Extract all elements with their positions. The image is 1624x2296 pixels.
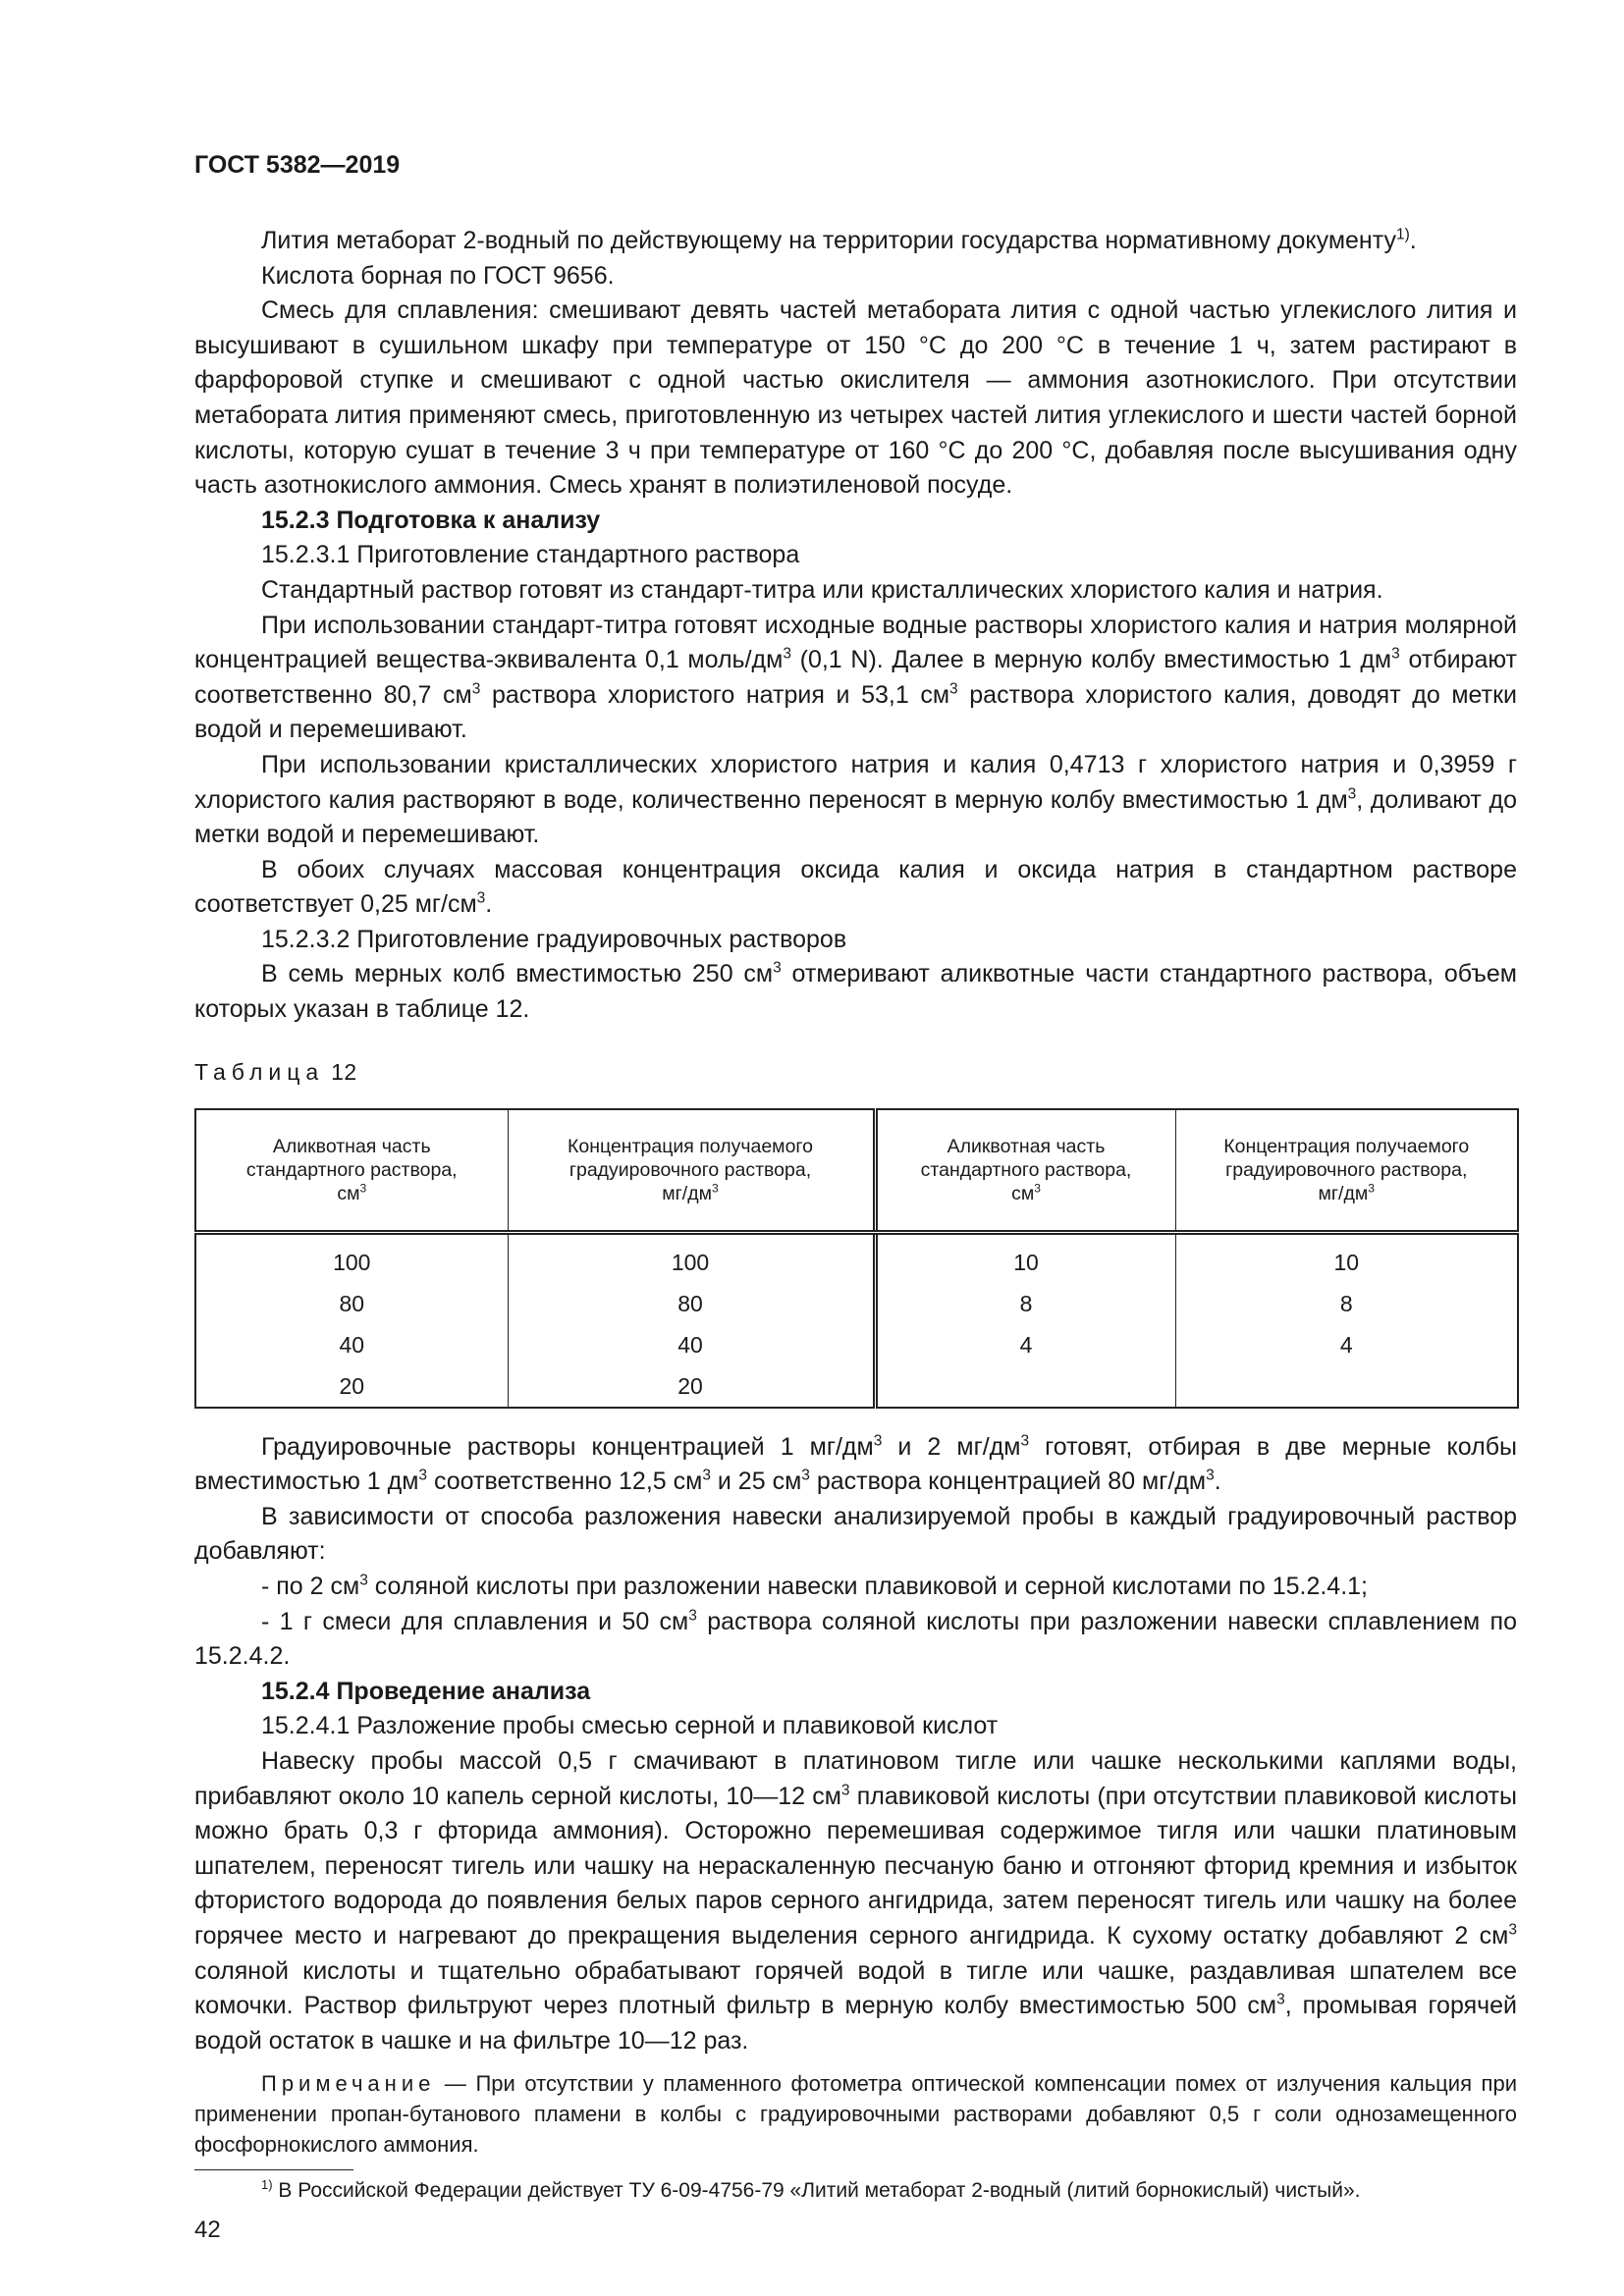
column-header-line: мг/дм (1318, 1182, 1369, 1204)
superscript: 3 (359, 1181, 367, 1196)
superscript: 3 (949, 680, 958, 698)
paragraph (194, 1430, 1517, 1500)
column-header-line: стандартного раствора, (245, 1158, 458, 1181)
paragraph-text: плавиковой кислоты (при отсутствии плавиковой кислоты можно брать 0,3 г фторида аммония). Осторожно перемешивая содержимое тигля или чашки платиновым шпателем, переносят тигель или чашку на нераскаленную песчаную баню и отгоняют фторид кремния и избыток фтористого водорода до появления белых паров серного ангидрида, затем переносят тигель или чашку на более горячее место и нагревают до прекращения выделения серного ангидрида. К сухому остатку добавляют 2 см (194, 1782, 1517, 1949)
paragraph-text: (0,1 N). Далее в мерную колбу вместимостью 1 дм (790, 646, 1392, 674)
paragraph (194, 957, 1517, 1027)
paragraph-text: . (1409, 227, 1417, 254)
table-cell: 80 (195, 1283, 508, 1324)
paragraph-text: и 25 см (710, 1468, 802, 1496)
column-header-line: Концентрация получаемого (1223, 1135, 1470, 1157)
document-header: ГОСТ 5382—2019 (194, 151, 401, 179)
paragraph-text: В обоих случаях массовая концентрация оксида калия и оксида натрия в стандартном растворе соответствует 0,25 мг/см (194, 855, 1517, 919)
column-header-line: см (337, 1182, 360, 1204)
superscript: 3 (1347, 785, 1357, 803)
superscript: 3 (688, 1607, 697, 1625)
paragraph-text: Смесь для сплавления: смешивают девять частей метабората лития с одной частью углекислого лития и высушивают в сушильном шкафу при температуре от 150 °С до 200 °С в течение 1 ч, затем растирают в фарфоровой ступке и смешивают с одной частью окислителя — аммония азотнокислого. При отсутствии метабората лития применяют смесь, приготовленную из четырех частей лития углекислого и шести частей борной кислоты, которую сушат в течение 3 ч при температуре от 160 °С до 200 °С, добавляя после высушивания одну часть азотнокислого аммония. Смесь хранят в полиэтиленовой посуде. (194, 296, 1517, 500)
superscript: 3 (773, 960, 782, 978)
superscript: 1) (1395, 226, 1410, 243)
body-section-1 (194, 224, 1517, 1028)
superscript: 3 (702, 1467, 711, 1484)
paragraph (194, 259, 1517, 294)
column-header (195, 1109, 508, 1233)
table-row (195, 1232, 1518, 1283)
section-heading (194, 1675, 1517, 1710)
table-cell: 20 (195, 1365, 508, 1408)
superscript: 3 (1020, 1432, 1030, 1450)
column-header-line: мг/дм (662, 1182, 712, 1204)
superscript: 3 (1206, 1467, 1215, 1484)
table-cell: 10 (875, 1232, 1175, 1283)
paragraph-text: 15.2.4 Проведение анализа (261, 1677, 591, 1705)
paragraph (194, 748, 1517, 853)
paragraph (194, 573, 1517, 609)
table-cell: 80 (508, 1283, 875, 1324)
paragraph-text: В зависимости от способа разложения навески анализируемой пробы в каждый градуировочный раствор добавляют: (194, 1502, 1517, 1566)
paragraph (194, 609, 1517, 748)
table-cell: 4 (875, 1324, 1175, 1365)
paragraph (194, 538, 1517, 573)
table-cell: 10 (1175, 1232, 1518, 1283)
column-header (508, 1109, 875, 1233)
superscript: 3 (801, 1467, 810, 1484)
paragraph-text: и 2 мг/дм (882, 1432, 1021, 1461)
paragraph (194, 294, 1517, 504)
note-label: Примечание (261, 2071, 436, 2097)
superscript: 3 (1034, 1181, 1041, 1196)
table-cell: 20 (508, 1365, 875, 1408)
column-header-line: Аликвотная часть (272, 1135, 431, 1157)
superscript: 3 (1508, 1921, 1517, 1939)
table-row (195, 1324, 1518, 1365)
table-cell: 8 (1175, 1283, 1518, 1324)
paragraph-text: , доливают до метки водой и перемешивают. (194, 785, 1517, 849)
column-header-line: стандартного раствора, (920, 1158, 1132, 1181)
paragraph-text: раствора концентрацией 80 мг/дм (809, 1468, 1207, 1496)
column-header-line: градуировочного раствора, (1225, 1158, 1468, 1181)
paragraph (194, 1709, 1517, 1744)
paragraph-text: Лития метаборат 2-водный по действующему на территории государства нормативному документу (261, 227, 1396, 254)
table-cell (1175, 1365, 1518, 1408)
superscript: 3 (1391, 645, 1400, 663)
footnote-text: В Российской Федерации действует ТУ 6-09-4756-79 «Литий метаборат 2-водный (литий борнокислый) чистый». (272, 2179, 1361, 2203)
paragraph-text: соляной кислоты при разложении навески плавиковой и серной кислотами по 15.2.4.1; (367, 1573, 1369, 1601)
paragraph-text: готовят, отбирая в две мерные колбы вместимостью 1 дм (194, 1432, 1517, 1496)
paragraph-text: При использовании стандарт-титра готовят исходные водные растворы хлористого калия и натрия молярной концентрацией вещества-эквивалента 0,1 моль/дм (194, 611, 1517, 674)
paragraph-text: соответственно 12,5 см (427, 1468, 703, 1496)
paragraph (194, 853, 1517, 923)
paragraph-text: 15.2.3.2 Приготовление градуировочных растворов (261, 925, 847, 953)
table-header-row (195, 1109, 1518, 1233)
table-cell (875, 1365, 1175, 1408)
paragraph-text: - по 2 см (261, 1573, 360, 1601)
superscript: 3 (840, 1782, 850, 1799)
footnote-divider (194, 2169, 353, 2170)
table-cell: 100 (508, 1232, 875, 1283)
table-caption-number: 12 (331, 1058, 357, 1085)
paragraph (194, 923, 1517, 958)
column-header (1175, 1109, 1518, 1233)
document-page (194, 0, 1517, 2284)
paragraph-text: раствора соляной кислоты при разложении навески сплавлением по 15.2.4.2. (194, 1607, 1517, 1671)
paragraph-text: раствора хлористого натрия и 53,1 см (480, 680, 950, 709)
paragraph-text: Стандартный раствор готовят из стандарт-титра или кристаллических хлористого калия и натрия. (261, 575, 1383, 604)
paragraph-text: отмеривают аликвотные части стандартного раствора, объем которых указан в таблице 12. (194, 960, 1517, 1024)
note (194, 2068, 1517, 2160)
superscript: 3 (1276, 1991, 1285, 2008)
footnote (194, 2176, 1517, 2206)
table-cell: 4 (1175, 1324, 1518, 1365)
table-caption-word: Таблица (194, 1058, 325, 1085)
paragraph (194, 1744, 1517, 2058)
paragraph-text: соляной кислоты и тщательно обрабатывают горячей водой в тигле или чашке, раздавливая шпателем все комочки. Раствор фильтруют через плотный фильтр в мерную колбу вместимостью 500 см (194, 1956, 1517, 2020)
paragraph-text: 15.2.4.1 Разложение пробы смесью серной и плавиковой кислот (261, 1712, 999, 1740)
column-header-line: градуировочного раствора, (568, 1158, 812, 1181)
column-header-line: см (1011, 1182, 1035, 1204)
paragraph-text: Градуировочные растворы концентрацией 1 мг/дм (261, 1432, 874, 1461)
table-12 (194, 1108, 1519, 1409)
section-heading (194, 504, 1517, 539)
paragraph-text: . (1214, 1468, 1221, 1496)
paragraph-text: 15.2.3.1 Приготовление стандартного раствора (261, 541, 800, 569)
body-section-2 (194, 1430, 1517, 2059)
table-row (195, 1283, 1518, 1324)
superscript: 3 (783, 645, 791, 663)
table-cell: 100 (195, 1232, 508, 1283)
superscript: 3 (712, 1181, 719, 1196)
column-header-line: Концентрация получаемого (568, 1135, 813, 1157)
table-caption (194, 1057, 1517, 1087)
table-row (195, 1365, 1518, 1408)
footnote-mark: 1) (261, 2177, 273, 2193)
superscript: 3 (359, 1572, 368, 1589)
paragraph-text: , промывая горячей водой остаток в чашке и на фильтре 10—12 раз. (194, 1992, 1518, 2055)
note-text: — При отсутствии у пламенного фотометра оптической компенсации помех от излучения кальция при применении пропан-бутанового пламени в колбы с градуировочными растворами добавляют 0,5 г соли однозамещенного фосфорнокислого аммония. (194, 2071, 1517, 2158)
paragraph (194, 224, 1517, 259)
table-cell: 40 (195, 1324, 508, 1365)
superscript: 3 (476, 889, 486, 907)
paragraph-text: В семь мерных колб вместимостью 250 см (261, 960, 774, 988)
paragraph-text: 15.2.3 Подготовка к анализу (261, 506, 601, 534)
column-header (875, 1109, 1175, 1233)
paragraph (194, 1500, 1517, 1570)
paragraph-text: раствора хлористого калия, доводят до метки водой и перемешивают. (194, 680, 1517, 744)
superscript: 3 (471, 680, 481, 698)
paragraph-text: Кислота борная по ГОСТ 9656. (261, 261, 615, 290)
paragraph (194, 1605, 1517, 1675)
paragraph-text: - 1 г смеси для сплавления и 50 см (261, 1607, 689, 1635)
paragraph (194, 1570, 1517, 1605)
paragraph-text: отбирают соответственно 80,7 см (194, 646, 1517, 709)
paragraph-text: При использовании кристаллических хлористого натрия и калия 0,4713 г хлористого натрия и 0,3959 г хлористого калия растворяют в воде, количественно переносят в мерную колбу вместимостью 1 дм (194, 750, 1517, 814)
column-header-line: Аликвотная часть (947, 1135, 1106, 1157)
table-cell: 40 (508, 1324, 875, 1365)
table-cell: 8 (875, 1283, 1175, 1324)
superscript: 3 (418, 1467, 428, 1484)
paragraph-text: Навеску пробы массой 0,5 г смачивают в платиновом тигле или чашке несколькими каплями воды, прибавляют около 10 капель серной кислоты, 10—12 см (194, 1747, 1517, 1810)
page-number: 42 (194, 2216, 221, 2244)
superscript: 3 (1368, 1181, 1375, 1196)
paragraph-text: . (485, 890, 493, 919)
superscript: 3 (873, 1432, 883, 1450)
